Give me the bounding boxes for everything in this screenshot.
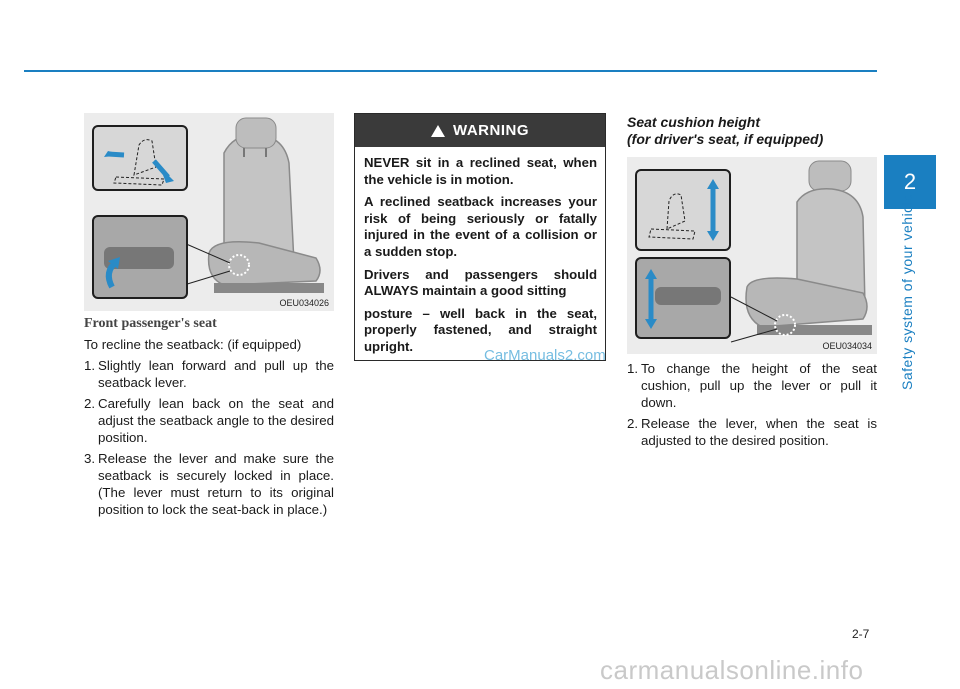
chapter-number: 2 (903, 169, 917, 194)
recline-arrows-inset (92, 125, 188, 191)
lever-pull-icon (94, 217, 186, 297)
list-item: 2. Carefully lean back on the seat and adjust the seatback angle to the desired position. (84, 396, 334, 445)
figure-code: OEU034026 (279, 298, 329, 308)
warning-triangle-icon (431, 125, 445, 137)
warning-box (354, 113, 606, 361)
site-watermark[interactable]: CarManuals2.com (484, 347, 606, 364)
warning-paragraph: posture – well back in the seat, properly fastened, and straight upright. (364, 305, 597, 354)
recline-lever-inset (92, 215, 188, 299)
list-item: 1. To change the height of the seat cushion, pull up the lever or pull it down. (627, 361, 877, 410)
figure-code: OEU034034 (822, 341, 872, 351)
list-item: 2. Release the lever, when the seat is adjusted to the desired position. (627, 416, 877, 448)
height-lever-inset (635, 257, 731, 339)
section-heading: Front passenger's seat (84, 316, 217, 331)
cushion-height-section (627, 360, 877, 453)
footer-watermark[interactable]: carmanualsonline.info (600, 655, 864, 685)
height-arrows-inset (635, 169, 731, 251)
height-arrows-icon (637, 171, 729, 249)
chapter-title: Safety system of your vehicle (899, 193, 915, 390)
warning-paragraph: NEVER sit in a reclined seat, when the vehicle is in motion. (364, 155, 597, 187)
passenger-seat-section (84, 315, 334, 522)
warning-title: WARNING (453, 122, 529, 139)
warning-paragraph: Drivers and passengers should ALWAYS maintain a good sitting (364, 266, 597, 299)
list-item: 3. Release the lever and make sure the seatback is securely locked in place. (The lever must return to its original position to lock the seat-back in place.) (84, 451, 334, 517)
recline-steps (84, 357, 334, 518)
cushion-height-heading: Seat cushion height (for driver's seat, if equipped) (627, 114, 824, 147)
seat-height-figure (627, 157, 877, 354)
recline-arrows-icon (94, 127, 186, 189)
warning-body (355, 147, 605, 356)
height-steps (627, 360, 877, 449)
list-item: 1. Slightly lean forward and pull up the seatback lever. (84, 358, 334, 390)
page-number: 2-7 (852, 627, 870, 641)
seat-recline-figure (84, 113, 334, 311)
warning-paragraph: A reclined seatback increases your risk of being seriously or fatally injured in the event of a collision or a sudden stop. (364, 194, 597, 259)
warning-header (355, 114, 605, 147)
header-rule (24, 70, 877, 72)
intro-text: To recline the seatback: (if equipped) (84, 337, 302, 352)
lever-updown-icon (637, 259, 729, 337)
